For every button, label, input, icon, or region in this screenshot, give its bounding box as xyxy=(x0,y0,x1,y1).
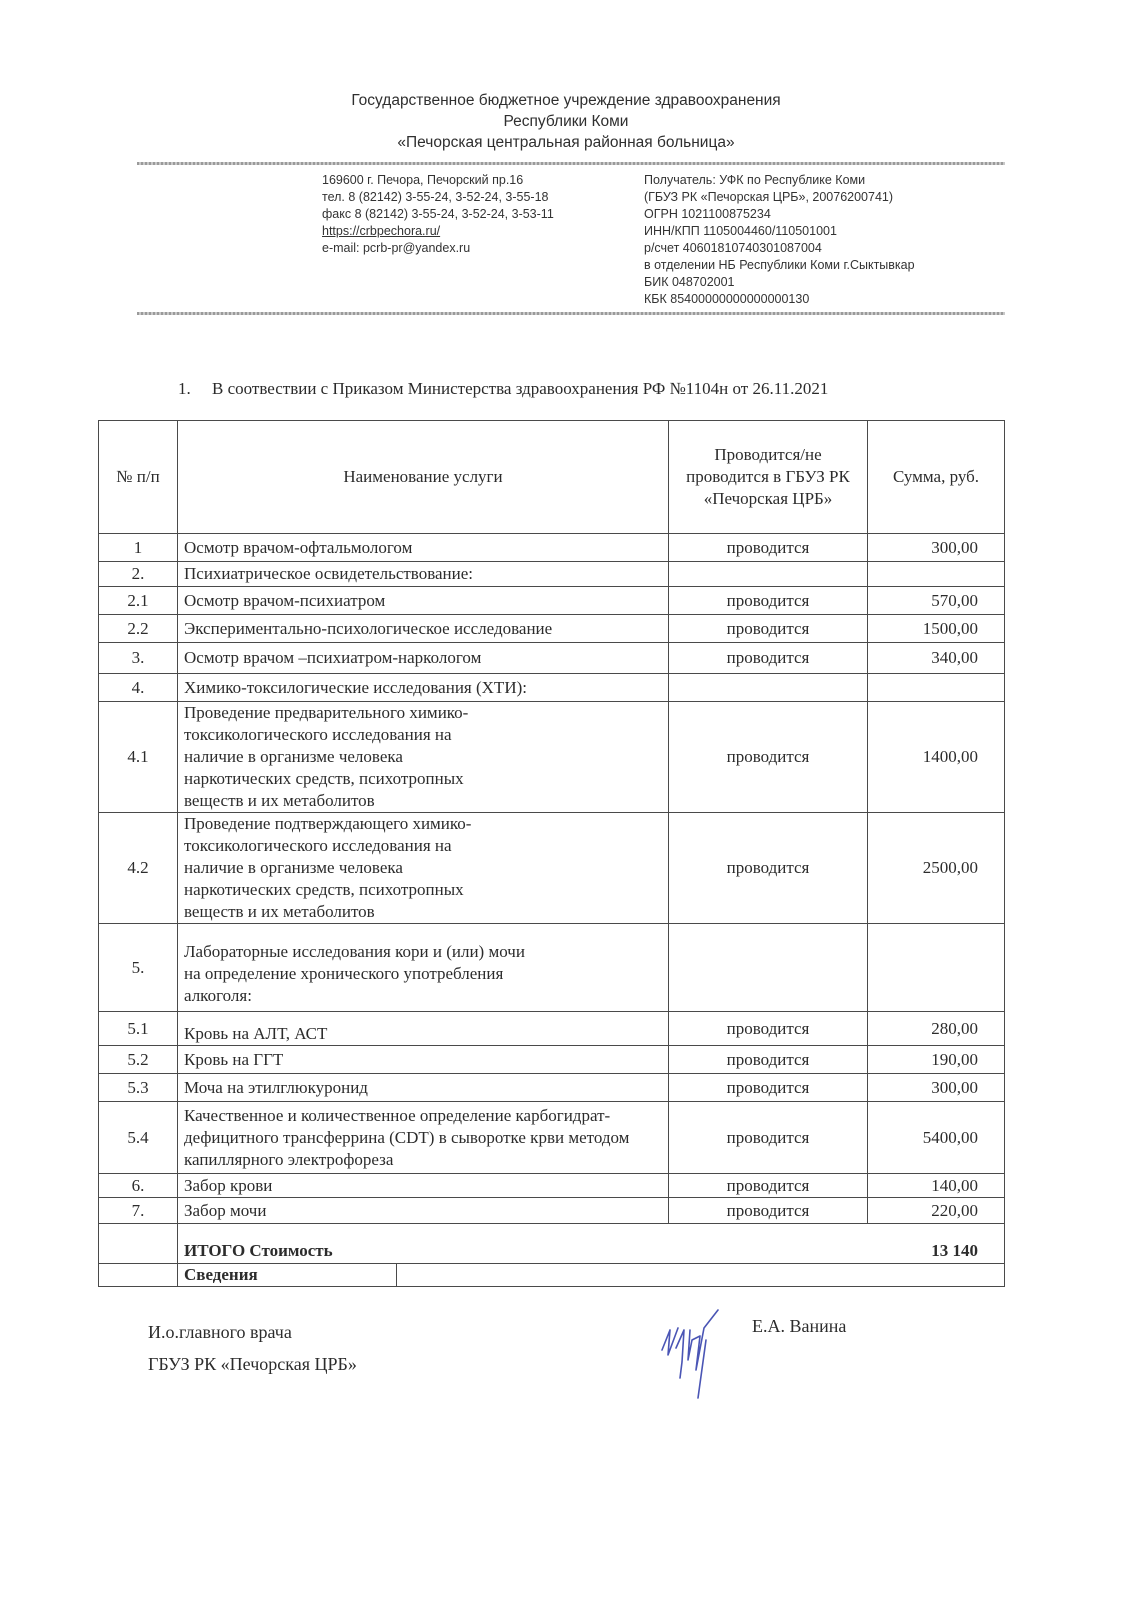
email: e-mail: pcrb-pr@yandex.ru xyxy=(322,241,471,255)
header-num: № п/п xyxy=(99,421,178,534)
org-name-line2: Республики Коми xyxy=(503,113,629,130)
ogrn: ОГРН 1021100875234 xyxy=(644,207,771,221)
bik: БИК 048702001 xyxy=(644,275,735,289)
table-row: 5.1 Кровь на АЛТ, АСТ проводится 280,00 xyxy=(99,1012,1005,1046)
table-row: 6. Забор крови проводится 140,00 xyxy=(99,1174,1005,1198)
recipient-detail: (ГБУЗ РК «Печорская ЦРБ», 20076200741) xyxy=(644,190,894,204)
fax: факс 8 (82142) 3-55-24, 3-52-24, 3-53-11 xyxy=(322,207,554,221)
total-row xyxy=(99,1224,1005,1264)
info-row xyxy=(99,1264,1005,1287)
intro-text: В соотвествии с Приказом Министерства здравоохранения РФ №1104н от 26.11.2021 xyxy=(212,379,829,398)
handwritten-signature-icon xyxy=(640,1300,750,1410)
address: 169600 г. Печора, Печорский пр.16 xyxy=(322,173,524,187)
phone: тел. 8 (82142) 3-55-24, 3-52-24, 3-55-18 xyxy=(322,190,549,204)
intro-number: 1. xyxy=(178,379,191,398)
recipient: Получатель: УФК по Республике Коми xyxy=(644,173,866,187)
contacts-right xyxy=(644,172,915,308)
table-row: 2.2 Экспериментально-психологическое исследование проводится 1500,00 xyxy=(99,615,1005,643)
kbk: КБК 85400000000000000130 xyxy=(644,292,810,306)
table-row: 5. Лабораторные исследования кори и (или) мочи на определение хронического употребления алкоголя: xyxy=(99,924,1005,1012)
header-sum: Сумма, руб. xyxy=(868,421,1005,534)
inn-kpp: ИНН/КПП 1105004460/110501001 xyxy=(644,224,837,238)
header-divider-top xyxy=(137,162,1005,165)
total-value: 13 140 xyxy=(931,1241,978,1260)
table-header-row xyxy=(99,421,1005,534)
signatory-position xyxy=(148,1316,357,1380)
signatory-name: Е.А. Ванина xyxy=(752,1316,847,1336)
services-table xyxy=(98,420,1005,1287)
org-header xyxy=(0,90,1132,153)
position-line1: И.о.главного врача xyxy=(148,1322,292,1342)
website-link[interactable]: https://crbpechora.ru/ xyxy=(322,224,441,238)
table-row: 2.1 Осмотр врачом-психиатром проводится 570,00 xyxy=(99,587,1005,615)
contacts-left xyxy=(322,172,554,257)
bank: в отделении НБ Республики Коми г.Сыктывкар xyxy=(644,258,915,272)
table-row: 4.2 Проведение подтверждающего химико-токсикологического исследования на наличие в организме человека наркотических средств, психотропных веществ и их метаболитов проводится 2500,00 xyxy=(99,813,1005,924)
header-divider-bottom xyxy=(137,312,1005,315)
position-line2: ГБУЗ РК «Печорская ЦРБ» xyxy=(148,1354,357,1374)
table-row: 4. Химико-токсилогические исследования (ХТИ): xyxy=(99,674,1005,702)
table-row: 2. Психиатрическое освидетельствование: xyxy=(99,562,1005,587)
table-row: 4.1 Проведение предварительного химико-токсикологического исследования на наличие в организме человека наркотических средств, психотропных веществ и их метаболитов проводится 1400,00 xyxy=(99,702,1005,813)
header-name: Наименование услуги xyxy=(178,421,669,534)
info-label: Сведения xyxy=(178,1264,397,1286)
table-row: 5.3 Моча на этилглюкуронид проводится 300,00 xyxy=(99,1074,1005,1102)
table-row: 5.2 Кровь на ГГТ проводится 190,00 xyxy=(99,1046,1005,1074)
org-name-line1: Государственное бюджетное учреждение здравоохранения xyxy=(351,92,781,109)
table-row: 3. Осмотр врачом –психиатром-наркологом проводится 340,00 xyxy=(99,643,1005,674)
header-status: Проводится/не проводится в ГБУЗ РК «Печорская ЦРБ» xyxy=(669,421,868,534)
account: р/счет 40601810740301087004 xyxy=(644,241,822,255)
org-name-line3: «Печорская центральная районная больница» xyxy=(397,134,735,151)
table-row: 5.4 Качественное и количественное определение карбогидрат-дефицитного трансферрина (CDT) в сыворотке крви методом капиллярного электрофореза проводится 5400,00 xyxy=(99,1102,1005,1174)
table-row: 1 Осмотр врачом-офтальмологом проводится 300,00 xyxy=(99,534,1005,562)
table-row: 7. Забор мочи проводится 220,00 xyxy=(99,1198,1005,1224)
intro-paragraph xyxy=(178,379,828,399)
total-label: ИТОГО Стоимость xyxy=(184,1241,333,1260)
info-value xyxy=(397,1264,1004,1286)
